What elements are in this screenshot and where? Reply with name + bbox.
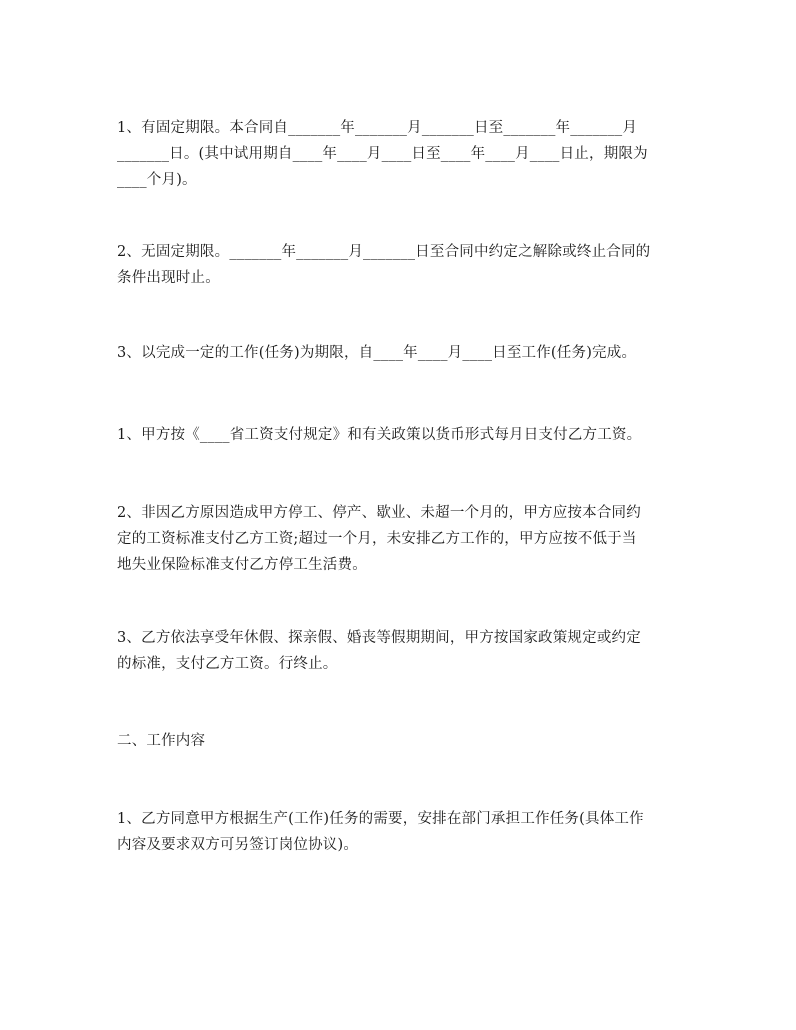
text-line: 的标准，支付乙方工资。行终止。 xyxy=(117,656,338,672)
text-line: 3、乙方依法享受年休假、探亲假、婚丧等假期期间，甲方按国家政策规定或约定 xyxy=(117,630,641,646)
text-line: 2、非因乙方原因造成甲方停工、停产、歇业、未超一个月的，甲方应按本合同约 xyxy=(117,505,641,521)
text-line: 1、甲方按《____省工资支付规定》和有关政策以货币形式每月日支付乙方工资。 xyxy=(117,427,642,443)
text-line: 2、无固定期限。_______年_______月_______日至合同中约定之解除或终止合同的 xyxy=(117,244,651,260)
text-line: 定的工资标准支付乙方工资;超过一个月，未安排乙方工作的，甲方应按不低于当 xyxy=(117,531,637,547)
paragraph-task-term xyxy=(117,340,687,366)
text-line: 条件出现时止。 xyxy=(117,270,220,286)
paragraph-work-stoppage xyxy=(117,500,687,578)
text-line: 内容及要求双方可另签订岗位协议)。 xyxy=(117,837,359,853)
heading-text: 二、工作内容 xyxy=(117,733,206,749)
text-line: 1、乙方同意甲方根据生产(工作)任务的需要，安排在部门承担工作任务(具体工作 xyxy=(117,811,644,827)
paragraph-work-assignment xyxy=(117,806,687,858)
text-line: 1、有固定期限。本合同自_______年_______月_______日至_______年_______月 xyxy=(117,120,638,136)
paragraph-leave-pay xyxy=(117,625,687,677)
text-line: 3、以完成一定的工作(任务)为期限，自____年____月____日至工作(任务)完成。 xyxy=(117,345,637,361)
section-heading-work-content xyxy=(117,728,687,754)
text-line: 地失业保险标准支付乙方停工生活费。 xyxy=(117,557,367,573)
text-line: _______日。(其中试用期自____年____月____日至____年____月____日止，期限为 xyxy=(117,146,648,162)
text-line: ____个月)。 xyxy=(117,172,197,188)
paragraph-wage-payment xyxy=(117,422,687,448)
paragraph-fixed-term xyxy=(117,115,687,193)
paragraph-no-fixed-term xyxy=(117,239,687,291)
